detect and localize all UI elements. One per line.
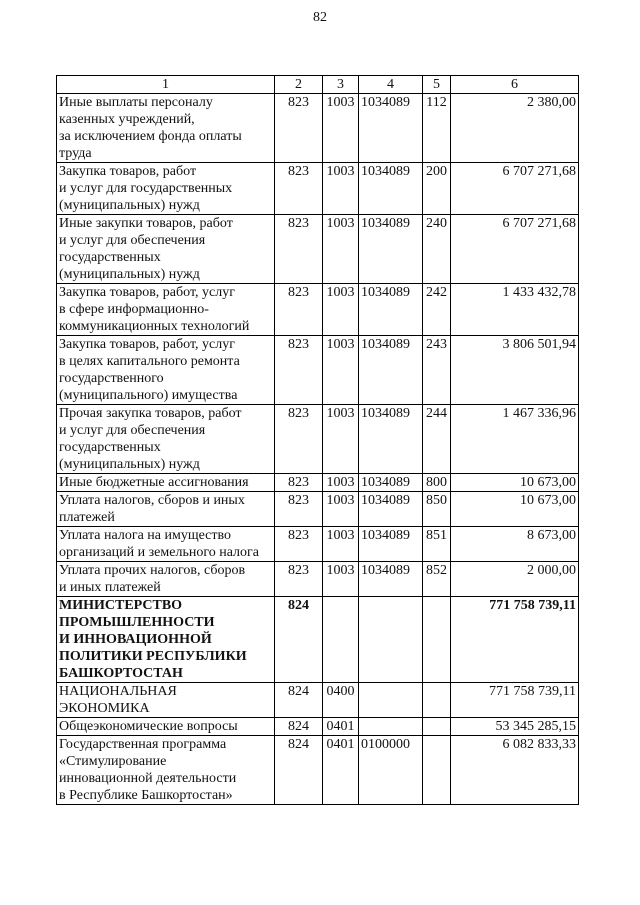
row-name-line: инновационной деятельности [59,771,237,786]
table-header-row [57,76,579,94]
section-code-cell [323,597,359,683]
amount-cell: 53 345 285,15 [451,718,579,736]
expense-type-cell: 852 [423,562,451,597]
column-header: 6 [451,76,579,94]
row-name-cell [57,597,275,683]
target-article-cell: 1034089 [359,163,423,215]
amount-cell: 2 380,00 [451,94,579,163]
expense-type-cell: 242 [423,284,451,336]
column-header: 2 [275,76,323,94]
row-name-line: Уплата налогов, сборов и иных [59,493,245,508]
row-name-line: МИНИСТЕРСТВО [59,598,183,613]
ministry-code-cell: 824 [275,736,323,805]
amount-cell: 771 758 739,11 [451,683,579,718]
ministry-code-cell: 823 [275,527,323,562]
section-code-cell: 1003 [323,474,359,492]
ministry-code-cell: 823 [275,474,323,492]
section-code-cell: 1003 [323,163,359,215]
section-code-cell: 1003 [323,215,359,284]
row-name-line: за исключением фонда оплаты [59,129,242,144]
table-row [57,405,579,474]
target-article-cell: 1034089 [359,527,423,562]
row-name-line: и иных платежей [59,580,161,595]
expense-type-cell: 244 [423,405,451,474]
table-row [57,336,579,405]
table-row [57,163,579,215]
row-name-line: государственных [59,440,161,455]
ministry-code-cell: 824 [275,718,323,736]
row-name-line: (муниципального) имущества [59,388,238,403]
target-article-cell: 1034089 [359,492,423,527]
row-name-line: Закупка товаров, работ, услуг [59,337,235,352]
section-code-cell: 0401 [323,718,359,736]
row-name-line: Иные выплаты персоналу [59,95,213,110]
page-number: 82 [313,10,327,25]
row-name-cell [57,215,275,284]
row-name-line: (муниципальных) нужд [59,267,200,282]
ministry-code-cell: 823 [275,492,323,527]
target-article-cell: 1034089 [359,562,423,597]
row-name-cell [57,474,275,492]
ministry-code-cell: 823 [275,163,323,215]
row-name-line: казенных учреждений, [59,112,195,127]
section-code-cell: 1003 [323,527,359,562]
ministry-code-cell: 823 [275,215,323,284]
ministry-code-cell: 823 [275,94,323,163]
row-name-line: в сфере информационно- [59,302,209,317]
expense-type-cell: 850 [423,492,451,527]
row-name-cell [57,492,275,527]
table-row [57,597,579,683]
amount-cell: 771 758 739,11 [451,597,579,683]
row-name-line: ПРОМЫШЛЕННОСТИ [59,615,215,630]
ministry-code-cell: 823 [275,405,323,474]
table-row [57,284,579,336]
section-code-cell: 1003 [323,562,359,597]
column-header: 3 [323,76,359,94]
row-name-cell [57,284,275,336]
table-row [57,683,579,718]
section-code-cell: 1003 [323,492,359,527]
row-name-cell [57,336,275,405]
table-row [57,562,579,597]
expense-type-cell [423,683,451,718]
row-name-line: государственного [59,371,164,386]
ministry-code-cell: 823 [275,284,323,336]
expense-type-cell: 240 [423,215,451,284]
row-name-line: Иные бюджетные ассигнования [59,475,249,490]
target-article-cell: 1034089 [359,94,423,163]
expense-type-cell: 243 [423,336,451,405]
row-name-line: Прочая закупка товаров, работ [59,406,242,421]
row-name-line: коммуникационных технологий [59,319,250,334]
row-name-cell [57,736,275,805]
row-name-line: в целях капитального ремонта [59,354,240,369]
target-article-cell [359,597,423,683]
ministry-code-cell: 823 [275,336,323,405]
amount-cell: 1 433 432,78 [451,284,579,336]
amount-cell: 8 673,00 [451,527,579,562]
row-name-line: Общеэкономические вопросы [59,719,238,734]
row-name-line: Государственная программа [59,737,227,752]
section-code-cell: 1003 [323,336,359,405]
row-name-line: Закупка товаров, работ, услуг [59,285,235,300]
row-name-line: труда [59,146,92,161]
column-header: 4 [359,76,423,94]
row-name-line: (муниципальных) нужд [59,198,200,213]
expense-type-cell [423,718,451,736]
target-article-cell: 1034089 [359,474,423,492]
amount-cell: 6 082 833,33 [451,736,579,805]
ministry-code-cell: 823 [275,562,323,597]
row-name-line: (муниципальных) нужд [59,457,200,472]
row-name-line: «Стимулирование [59,754,167,769]
expense-type-cell: 851 [423,527,451,562]
row-name-cell [57,405,275,474]
row-name-line: Уплата налога на имущество [59,528,232,543]
amount-cell: 6 707 271,68 [451,215,579,284]
target-article-cell [359,683,423,718]
section-code-cell: 0400 [323,683,359,718]
row-name-cell [57,94,275,163]
budget-table [56,75,579,805]
table-row [57,492,579,527]
row-name-line: БАШКОРТОСТАН [59,666,183,681]
row-name-line: платежей [59,510,115,525]
expense-type-cell [423,736,451,805]
row-name-line: ЭКОНОМИКА [59,701,150,716]
amount-cell: 1 467 336,96 [451,405,579,474]
row-name-line: Уплата прочих налогов, сборов [59,563,246,578]
table-row [57,474,579,492]
amount-cell: 2 000,00 [451,562,579,597]
row-name-line: ПОЛИТИКИ РЕСПУБЛИКИ [59,649,247,664]
target-article-cell: 1034089 [359,284,423,336]
row-name-line: НАЦИОНАЛЬНАЯ [59,684,177,699]
row-name-line: и услуг для обеспечения [59,233,206,248]
target-article-cell: 1034089 [359,336,423,405]
table-row [57,718,579,736]
section-code-cell: 1003 [323,284,359,336]
table-body [57,94,579,805]
row-name-line: И ИННОВАЦИОННОЙ [59,632,212,647]
row-name-line: в Республике Башкортостан» [59,788,233,803]
target-article-cell: 1034089 [359,405,423,474]
row-name-line: и услуг для обеспечения [59,423,206,438]
section-code-cell: 1003 [323,94,359,163]
ministry-code-cell: 824 [275,683,323,718]
table-row [57,736,579,805]
table-row [57,94,579,163]
amount-cell: 10 673,00 [451,474,579,492]
amount-cell: 6 707 271,68 [451,163,579,215]
expense-type-cell [423,597,451,683]
row-name-line: Закупка товаров, работ [59,164,197,179]
row-name-line: государственных [59,250,161,265]
table-row [57,215,579,284]
row-name-line: и услуг для государственных [59,181,233,196]
column-header: 1 [57,76,275,94]
target-article-cell: 1034089 [359,215,423,284]
table-row [57,527,579,562]
ministry-code-cell: 824 [275,597,323,683]
row-name-cell [57,562,275,597]
column-header: 5 [423,76,451,94]
expense-type-cell: 800 [423,474,451,492]
target-article-cell [359,718,423,736]
row-name-cell [57,527,275,562]
expense-type-cell: 200 [423,163,451,215]
section-code-cell: 1003 [323,405,359,474]
expense-type-cell: 112 [423,94,451,163]
amount-cell: 10 673,00 [451,492,579,527]
row-name-cell [57,683,275,718]
row-name-cell [57,718,275,736]
target-article-cell: 0100000 [359,736,423,805]
section-code-cell: 0401 [323,736,359,805]
row-name-line: Иные закупки товаров, работ [59,216,233,231]
row-name-cell [57,163,275,215]
row-name-line: организаций и земельного налога [59,545,259,560]
amount-cell: 3 806 501,94 [451,336,579,405]
